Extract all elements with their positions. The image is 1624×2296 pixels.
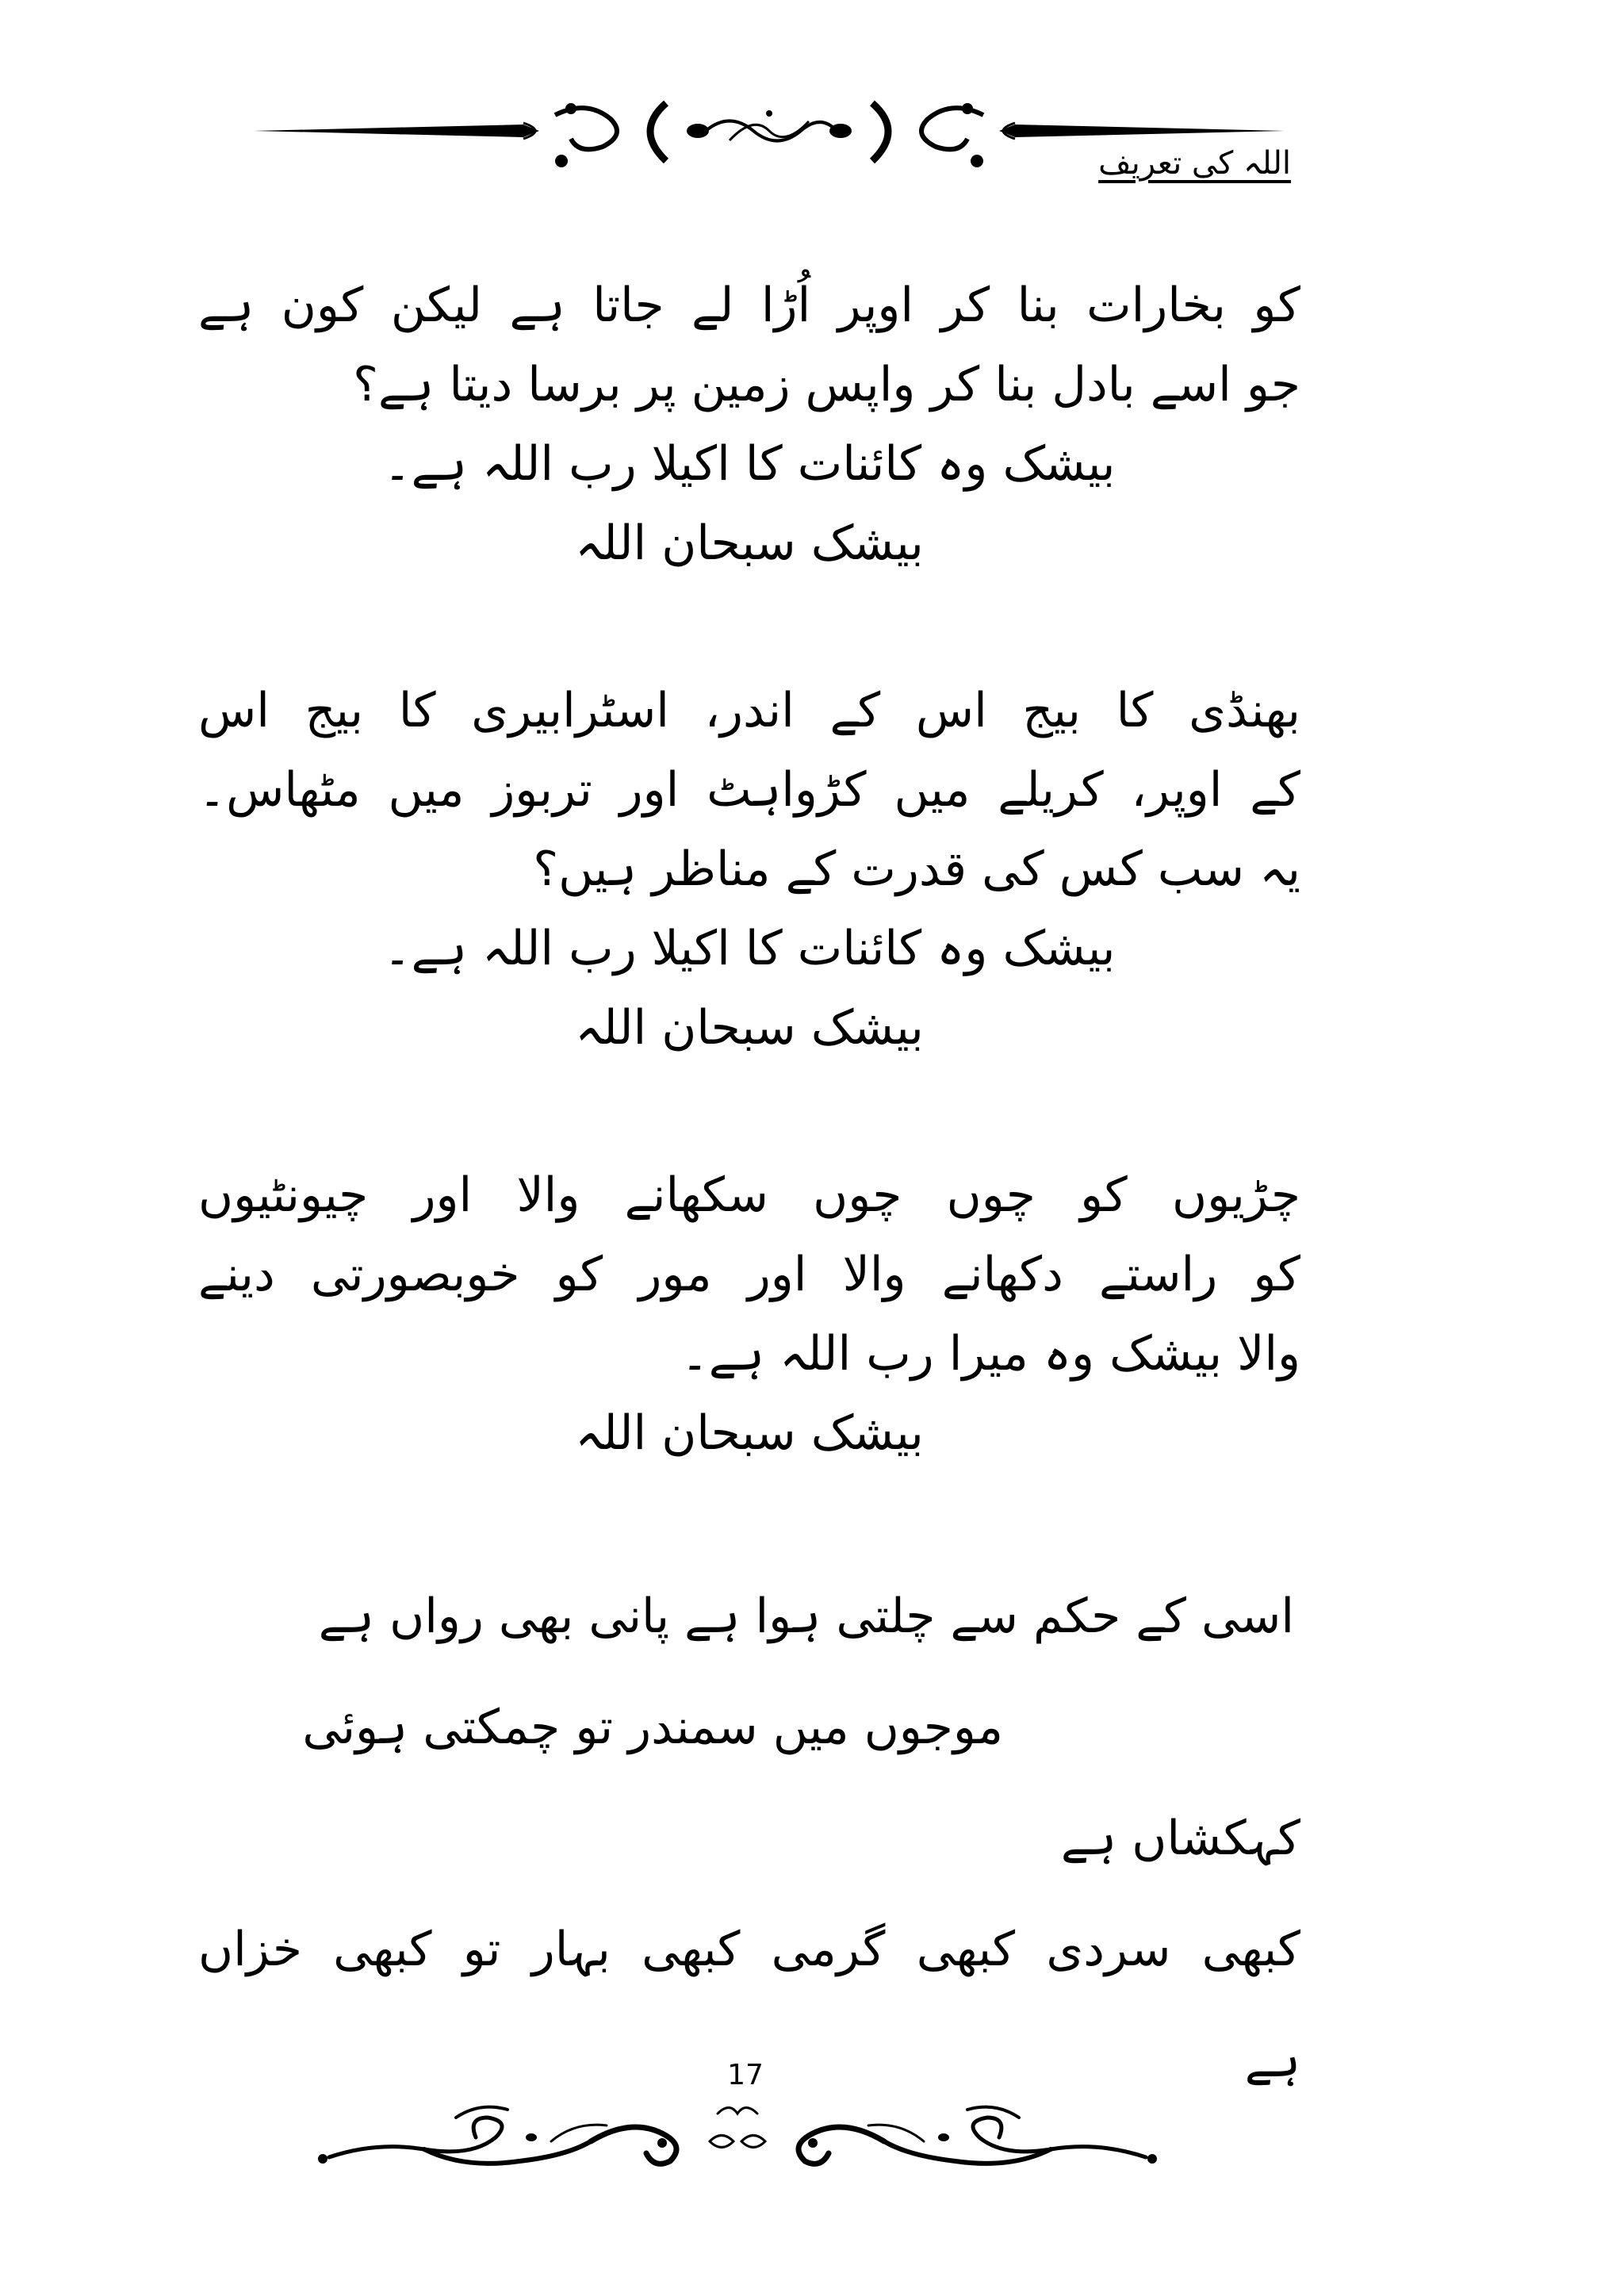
text-line: بھنڈی کا بیج اس کے اندر، اسٹرابیری کا بیج اس	[198, 683, 1300, 738]
page-body	[198, 266, 1300, 2116]
poem-line: موجوں میں سمندر تو چمکتی ہوئی	[302, 1700, 1003, 1755]
bottom-ornament-divider	[313, 2094, 1162, 2181]
paragraph-3	[198, 1156, 1300, 1473]
text-line: کو بخارات بنا کر اوپر اُڑا لے جاتا ہے لیکن کون ہے	[198, 278, 1300, 333]
paragraph-2	[198, 671, 1300, 1068]
text-line: جو اسے بادل بنا کر واپس زمین پر برسا دیتا ہے؟	[353, 357, 1300, 412]
poem-line: کبھی سردی کبھی گرمی کبھی بہار تو کبھی خزاں	[198, 1922, 1300, 1977]
page-number: 17	[727, 2059, 764, 2091]
poem-stanza	[198, 1561, 1300, 2116]
poem-line: کہکشاں ہے	[1060, 1811, 1300, 1866]
text-line: بیشک وہ کائنات کا اکیلا رب اللہ ہے۔	[383, 921, 1116, 976]
paragraph-spacer	[198, 1473, 1300, 1561]
text-line: کے اوپر، کریلے میں کڑواہٹ اور تربوز میں مٹھاس۔	[198, 762, 1300, 818]
text-line: یہ سب کس کی قدرت کے مناظر ہیں؟	[533, 841, 1300, 897]
paragraph-spacer	[198, 1068, 1300, 1156]
poem-line: اسی کے حکم سے چلتی ہوا ہے پانی بھی رواں ہے	[318, 1589, 1294, 1644]
paragraph-spacer	[198, 583, 1300, 671]
text-line: کو راستے دکھانے والا اور مور کو خوبصورتی دینے	[198, 1247, 1300, 1302]
text-line: بیشک سبحان اللہ	[575, 1000, 924, 1056]
text-line: بیشک وہ کائنات کا اکیلا رب اللہ ہے۔	[383, 436, 1116, 492]
page-header-title: اللہ کی تعریف	[1098, 145, 1291, 182]
poem-line: ہے	[1244, 2033, 1300, 2088]
text-line: چڑیوں کو چوں چوں سکھانے والا اور چیونٹیوں	[198, 1167, 1300, 1223]
paragraph-1	[198, 266, 1300, 583]
text-line: بیشک سبحان اللہ	[575, 516, 924, 571]
text-line: والا بیشک وہ میرا رب اللہ ہے۔	[680, 1326, 1300, 1382]
text-line: بیشک سبحان اللہ	[575, 1405, 924, 1461]
